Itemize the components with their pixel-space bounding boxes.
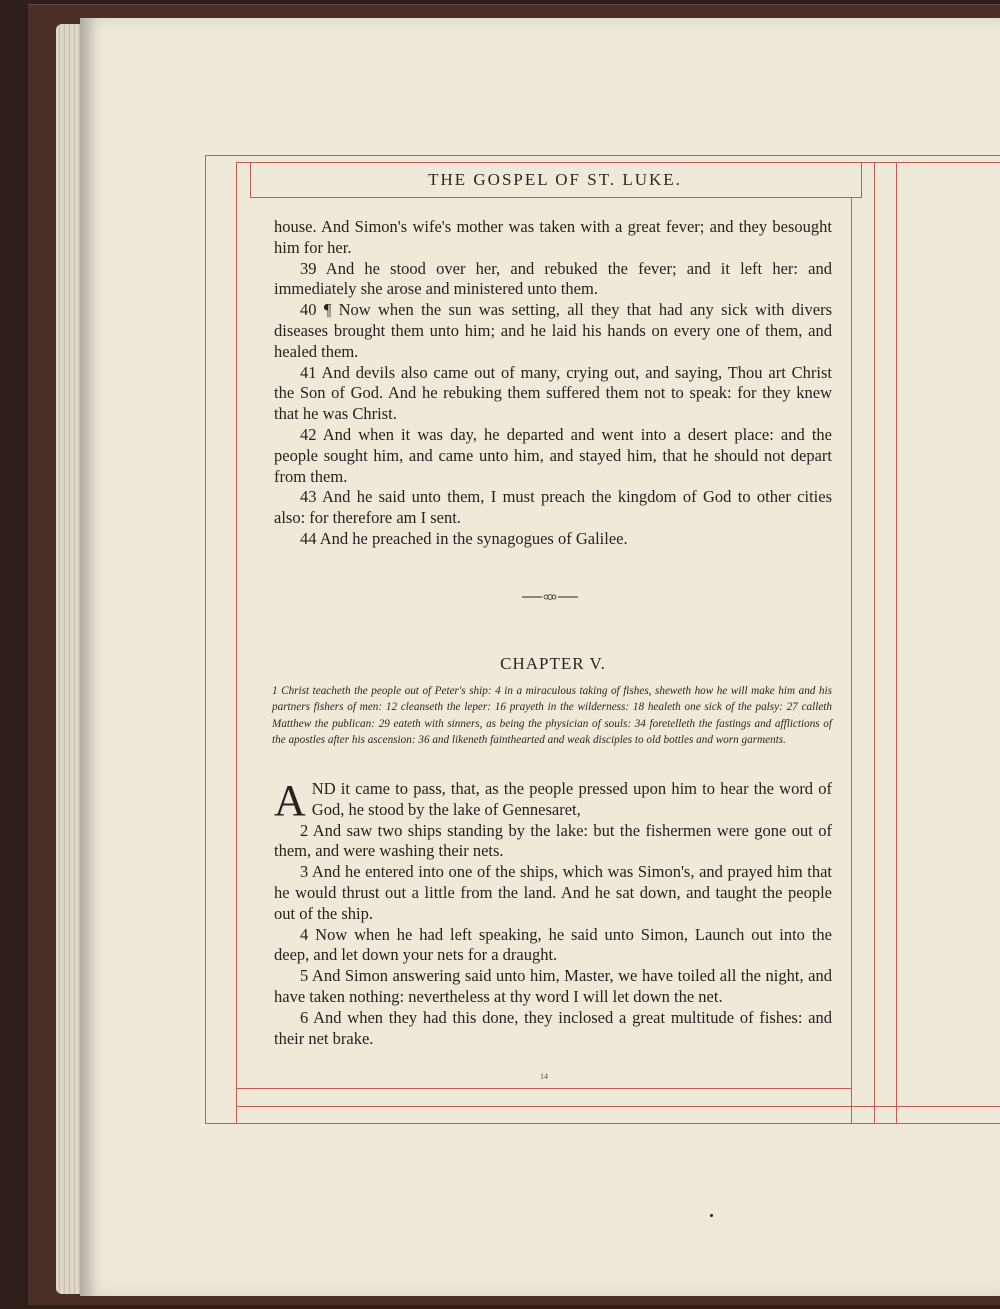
verse-paragraph: 3 And he entered into one of the ships, which was Simon's, and prayed him that he would thrust out a little from the land. And he sat down, and taught the people out of the ship. bbox=[274, 862, 832, 923]
verse-paragraph: 44 And he preached in the synagogues of Galilee. bbox=[300, 528, 628, 548]
inner-frame-top-rule bbox=[236, 162, 1000, 163]
outer-frame-left-rule bbox=[205, 155, 206, 1124]
inner-frame-left-rule bbox=[236, 162, 237, 1124]
margin-right-rule bbox=[874, 162, 875, 1124]
first-verse-text: ND it came to pass, that, as the people pressed upon him to hear the word of God, he stood by the lake of Gennesaret, bbox=[311, 779, 832, 819]
paper-speck bbox=[710, 1214, 713, 1217]
page-gutter-shadow bbox=[80, 18, 98, 1296]
verse-paragraph: 2 And saw two ships standing by the lake: but the fishermen were gone out of them, and were washing their nets. bbox=[274, 820, 832, 861]
outer-frame-bottom-rule bbox=[205, 1123, 1000, 1124]
inner-frame-right-rule bbox=[851, 198, 852, 1124]
inner-frame-bottom-rule-1 bbox=[236, 1088, 852, 1089]
running-header: THE GOSPEL OF ST. LUKE. bbox=[428, 170, 682, 189]
chapter-summary: 1 Christ teacheth the people out of Peter's ship: 4 in a miraculous taking of fishes, sheweth how he will make him and his partners fishers of men: 12 cleanseth the leper: 16 prayeth in the wilderness: 18 healeth one sick of the palsy: 27 calleth Matthew the publican: 29 eateth with sinners, as being the physician of souls: 34 foretelleth the fastings and afflictions of the apostles after his ascension: 36 and likeneth fainthearted and weak disciples to old bottles and worn garments. bbox=[272, 685, 832, 746]
chapter-title: CHAPTER V. bbox=[500, 654, 606, 673]
header-right-rule bbox=[861, 162, 862, 198]
verse-paragraph: 39 And he stood over her, and rebuked the fever; and it left her: and immediately she arose and ministered unto them. bbox=[274, 258, 832, 299]
verse-paragraph: house. And Simon's wife's mother was taken with a great fever; and they besought him for her. bbox=[274, 217, 832, 257]
verse-paragraph: 5 And Simon answering said unto him, Master, we have toiled all the night, and have taken nothing: nevertheless at thy word I will let down the net. bbox=[274, 966, 832, 1006]
drop-cap: A bbox=[274, 776, 306, 825]
verse-paragraph: 4 Now when he had left speaking, he said unto Simon, Launch out into the deep, and let down your nets for a draught. bbox=[274, 924, 832, 965]
continuation-text bbox=[274, 217, 832, 550]
inner-frame-bottom-rule-2 bbox=[236, 1106, 1000, 1107]
page-number: 14 bbox=[540, 1072, 548, 1081]
verse-paragraph: 40 ¶ Now when the sun was setting, all they that had any sick with divers diseases brought them unto him; and he laid his hands on every one of them, and healed them. bbox=[274, 300, 832, 361]
first-verse bbox=[274, 776, 832, 825]
outer-frame-right-rule bbox=[896, 162, 897, 1124]
chapter-text bbox=[274, 776, 832, 1049]
header-bottom-rule bbox=[250, 197, 862, 198]
verse-paragraph: 41 And devils also came out of many, crying out, and saying, Thou art Christ the Son of God. And he rebuking them suffered them not to speak: for they knew that he was Christ. bbox=[274, 362, 832, 424]
verse-paragraph: 6 And when they had this done, they inclosed a great multitude of fishes: and their net brake. bbox=[274, 1007, 832, 1048]
outer-frame-top-rule bbox=[205, 155, 1000, 156]
verse-paragraph: 42 And when it was day, he departed and went into a desert place: and the people sought him, and came unto him, and stayed him, that he should not depart from them. bbox=[274, 424, 832, 486]
verse-paragraph: 43 And he said unto them, I must preach the kingdom of God to other cities also: for therefore am I sent. bbox=[274, 487, 832, 528]
section-ornament bbox=[520, 592, 580, 602]
